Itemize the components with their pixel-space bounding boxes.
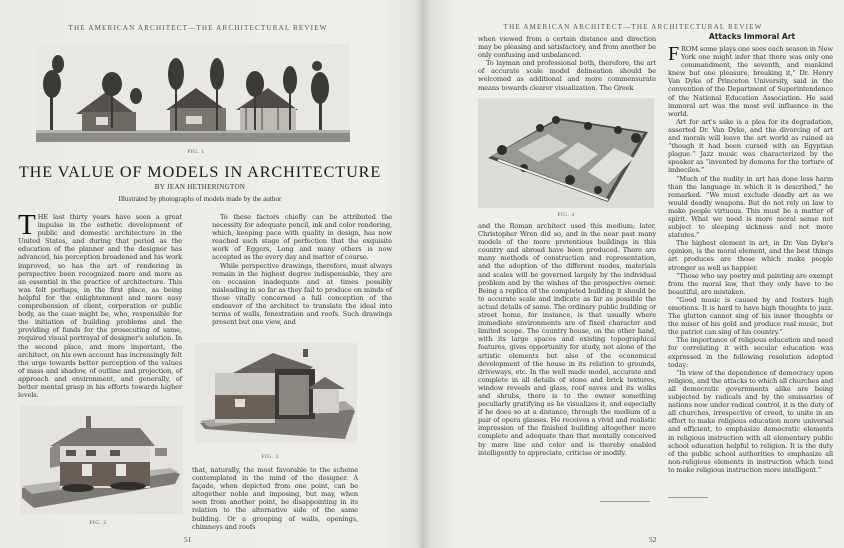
model-two-story-house-image — [20, 406, 183, 514]
body-paragraph: that, naturally, the most favorable to the scheme contemplated in the mind of the designer. A façade, when depicted from one point, can be altogether noble and imposing, but may, when seen from another point, be disappointing in its relation to the alternative side of the same building. Or a grouping of walls, openings, chimneys and roofs — [192, 466, 358, 531]
page-number: 51 — [184, 535, 192, 544]
body-paragraph: HE last thirty years have seen a great impulse in the esthetic development of public and domestic architecture in the United States, and during that period as the education of the planner and the designer has advanced, his perception broadened and his work improved, so has the art of rendering in perspective been recognized more and more as an essential in the practice of architecture. This was felt perhaps, in the first place, as being helpful for the enlightenment and more easy comprehension of client, corporation or public body, as the case might be, who, responsible for the initiation of building problems and the providing of funds for the prosecuting of same, required visual portrayal of designer's solution. In the second place, and more important, the architect, on his own account has increasingly felt the urge towards better perception of the values of mass and shadow, of outline and projection, of approach and environment, and generally, of better mental grasp in his efforts towards higher levels. — [18, 213, 182, 400]
figure-3-caption: FIG. 3 — [261, 454, 279, 460]
running-head: THE AMERICAN ARCHITECT—THE ARCHITECTURAL REVIEW — [503, 23, 763, 31]
sidebar-paragraph: Art for art's sake is a plea for its degradation, asserted Dr. Van Dyke, and the divorcing of art and morals will leave the art world as ruined as “though it had been cursed with an Egyptian plague.” Jazz music was characterized by the speaker as “invented by demons for the torture of imbeciles.” — [668, 117, 833, 175]
article-column-continued-top — [478, 35, 656, 92]
sidebar-column — [668, 45, 833, 474]
model-cottages-image — [36, 44, 350, 142]
body-paragraph: when viewed from a certain distance and direction may be pleasing and satisfactory, and from another be only confusing and unbalanced. — [478, 35, 656, 60]
figure-2-photo — [20, 406, 183, 514]
figure-4-caption: FIG. 4 — [557, 212, 575, 218]
body-paragraph: and the Roman architect used this medium; later, Christopher Wren did so, and in the near past many models of the more pretentious buildings in this country and abroad have been produced. There are many methods of construction and representation, and the adoption of the different modes, materials and scales will be governed largely by the individual problem and by the wishes of the prospective owner. Being a replica of the completed building it should be to accurate scale and indicate as far as possible the actual details of same. The ordinary public building or street home, for instance, is that usually where immediate environments are of fixed character and limited scope. The country house, on the other hand, with its large spaces and existing topographical features, gives opportunity for study, not alone of the artistic elements but also of the economical development of the house in its relation to grounds, driveways, etc. In the well made model, accurate and complete in all details of stone and brick textures, window reveals and glass, roof eaves and its walks and shrubs, there is to the owner something peculiarly gratifying as he visualizes it, and especially if he does so at a distance, through the medium of a pair of opera glasses. He receives a vivid and realistic impression of the finished building altogether more complete and adequate than that mentally conceived by mere line and color and is thereby enabled intelligently to appreciate, criticise or modify. — [478, 222, 656, 457]
drop-cap: F — [668, 43, 680, 65]
sidebar-paragraph: The importance of religious education and need for correlating it with secular education was expressed in the following resolution adopted today: — [668, 336, 833, 369]
article-column-2 — [212, 213, 392, 326]
sidebar-paragraph: ROM some plays one sees each season in New York one might infer that there was only one commandment, the seventh, and mankind knew but one pleasure, breaking it,” Dr. Henry Van Dyke of Princeton University, said in the convention of the Department of Superintendence of the National Education Association. He said immoral art was the most evil influence in the world. — [668, 45, 833, 118]
article-subtitle: Illustrated by photographs of models made by the author — [118, 195, 282, 203]
article-column-1 — [18, 209, 182, 400]
model-cutaway-house-image — [195, 343, 357, 443]
sidebar-paragraph: “In view of the dependence of democracy upon religion, and the attacks to which all churches and all democratic governments alike are being subjected by radicals and by the emissaries of nations now under radical control, it is the duty of all churches, irrespective of creed, to unite in an effort to make religious education more universal and efficient, to emphasize democratic elements in religious instruction with all elementary public school education helpful to religion. It is the duty of the public school authorities to emphasize all non-religious elements in instruction which tend to make religious instruction more intelligent.” — [668, 368, 833, 474]
model-subdivision-image — [478, 98, 654, 208]
section-end-rule — [668, 497, 708, 498]
figure-1-photo — [36, 44, 350, 142]
sidebar-paragraph: “Much of the nudity in art has done less harm than the language in which it is described,” he remarked. “We must exclude deadly art as we would deadly weapons. But do not rely on law to make people virtuous. This must be a matter of spirit. What we need is more moral sense not subject to sleeping sickness and not more statutes.” — [668, 174, 833, 240]
right-page — [422, 0, 844, 548]
column-end-rule — [600, 501, 650, 502]
article-column-continued-bottom — [478, 222, 656, 457]
body-paragraph: While perspective drawings, therefore, must always remain in the highest degree indispensable, they are on occasion inadequate and at times possibly misleading in so far as they fail to produce on minds of those vitally concerned a full conception of the endeavor of the architect to translate the ideal into terms of walls, fenestration and roofs. Such drawings present but one view, and — [212, 261, 392, 327]
article-column-2-continued — [192, 466, 358, 531]
drop-cap: T — [18, 209, 36, 241]
figure-3-photo — [195, 343, 357, 443]
book-gutter — [416, 0, 430, 548]
figure-4-photo — [478, 98, 654, 208]
page-number: 52 — [649, 535, 657, 544]
running-head: THE AMERICAN ARCHITECT—THE ARCHITECTURAL REVIEW — [68, 24, 328, 32]
sidebar-paragraph: “Those who say poetry and painting are exempt from the moral law, that they only have to be beautiful, are mistaken. — [668, 271, 833, 296]
figure-2-caption: FIG. 2 — [89, 520, 107, 526]
figure-1-caption: FIG. 1 — [187, 149, 205, 155]
sidebar-paragraph: “Good music is caused by and fosters high emotions. It is hard to have high thoughts to jazz. The glutton cannot sing of his inner thoughts or the miser of his gold and produce real music, but the patriot can sing of his country.” — [668, 295, 833, 337]
article-title: THE VALUE OF MODELS IN ARCHITECTURE — [18, 163, 382, 181]
sidebar-heading: Attacks Immoral Art — [708, 32, 796, 41]
body-paragraph: To layman and professional both, therefore, the art of accurate scale model delineation should be welcomed as additional and more commensurate means towards clearer visualization. The Greek — [478, 59, 656, 92]
sidebar-paragraph: The highest element in art, in Dr. Van Dyke's opinion, is the moral element, and the best things art produces are those which make people stronger as well as happier. — [668, 239, 833, 272]
body-paragraph: To these factors chiefly can be attributed the necessity for adequate pencil, ink and color rendering, which, keeping pace with quality in design, has now reached such stage of perfection that the exquisite work of Eggers, Long and many others is now accepted as the every day and matter of course. — [212, 213, 392, 262]
author-byline: BY JEAN HETHERINGTON — [154, 183, 246, 191]
